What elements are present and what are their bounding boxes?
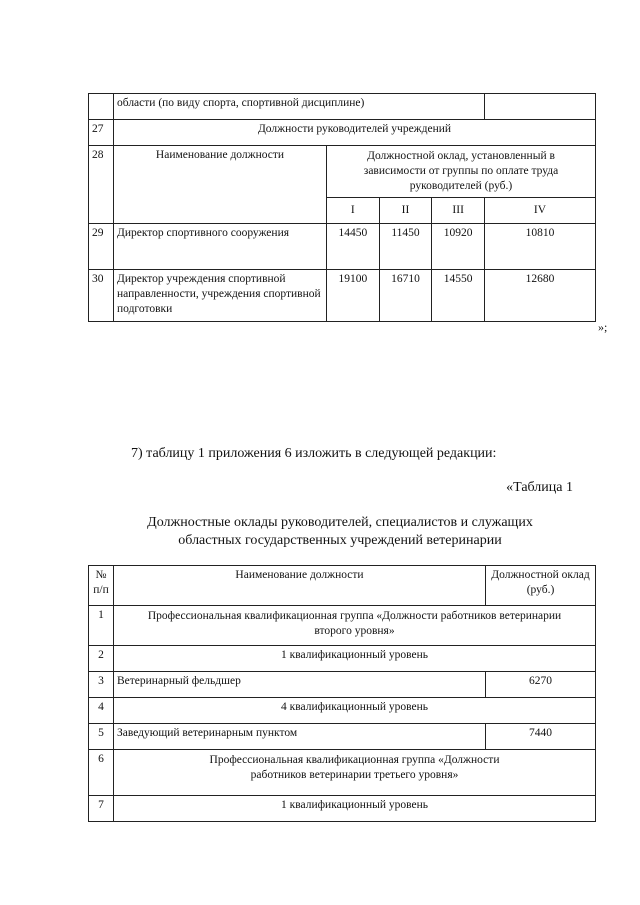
table-row <box>89 224 596 270</box>
group-header: I <box>327 198 380 224</box>
row-number: 29 <box>89 224 114 270</box>
row-number: 28 <box>89 146 114 224</box>
group-header: IV <box>485 198 596 224</box>
column-header-number: № п/п <box>89 566 114 606</box>
table-row <box>89 94 596 120</box>
amendment-paragraph: 7) таблицу 1 приложения 6 изложить в следующей редакции: <box>131 446 497 461</box>
table-cell <box>485 94 596 120</box>
row-number: 7 <box>89 796 114 822</box>
salary-value: 12680 <box>485 270 596 322</box>
group-heading: Профессиональная квалификационная группа «Должности работников ветеринарии третьего уровня» <box>114 750 596 796</box>
group-heading: Профессиональная квалификационная группа «Должности работников ветеринарии второго уровня» <box>114 606 596 646</box>
table-row <box>89 270 596 322</box>
row-number: 4 <box>89 698 114 724</box>
column-header-salary: Должностной оклад (руб.) <box>486 566 596 606</box>
level-heading: 1 квалификационный уровень <box>114 796 596 822</box>
position-name: Ветеринарный фельдшер <box>114 672 486 698</box>
row-number: 27 <box>89 120 114 146</box>
table-cell: области (по виду спорта, спортивной дисциплине) <box>114 94 485 120</box>
table-row <box>89 566 596 606</box>
column-header-name: Наименование должности <box>114 146 327 224</box>
table-row <box>89 750 596 796</box>
salary-table-veterinary <box>88 565 596 822</box>
salary-value: 19100 <box>327 270 380 322</box>
group-header: III <box>432 198 485 224</box>
salary-value: 10810 <box>485 224 596 270</box>
salary-value: 6270 <box>486 672 596 698</box>
group-header: II <box>379 198 432 224</box>
closing-quote: »; <box>598 320 608 334</box>
table-row <box>89 796 596 822</box>
salary-value: 16710 <box>379 270 432 322</box>
salary-value: 7440 <box>486 724 596 750</box>
row-number: 3 <box>89 672 114 698</box>
position-name: Заведующий ветеринарным пунктом <box>114 724 486 750</box>
column-header-name: Наименование должности <box>114 566 486 606</box>
column-header-salary: Должностной оклад, установленный в зависимости от группы по оплате труда руководителей (руб.) <box>327 146 596 198</box>
row-number: 1 <box>89 606 114 646</box>
position-name: Директор спортивного сооружения <box>114 224 327 270</box>
table-label: «Таблица 1 <box>506 480 573 495</box>
position-name: Директор учреждения спортивной направленности, учреждения спортивной подготовки <box>114 270 327 322</box>
table-row <box>89 606 596 646</box>
table-row <box>89 724 596 750</box>
salary-value: 10920 <box>432 224 485 270</box>
salary-value: 11450 <box>379 224 432 270</box>
table-row <box>89 146 596 198</box>
table-cell <box>89 94 114 120</box>
table-row <box>89 646 596 672</box>
table-row <box>89 672 596 698</box>
salary-value: 14450 <box>327 224 380 270</box>
row-number: 30 <box>89 270 114 322</box>
row-number: 6 <box>89 750 114 796</box>
table-row <box>89 698 596 724</box>
level-heading: 4 квалификационный уровень <box>114 698 596 724</box>
section-heading: Должности руководителей учреждений <box>114 120 596 146</box>
salary-table-sports <box>88 93 596 322</box>
level-heading: 1 квалификационный уровень <box>114 646 596 672</box>
salary-value: 14550 <box>432 270 485 322</box>
table-heading: Должностные оклады руководителей, специалистов и служащих областных государственных учреждений ветеринарии <box>147 515 533 548</box>
row-number: 2 <box>89 646 114 672</box>
row-number: 5 <box>89 724 114 750</box>
table-row <box>89 120 596 146</box>
